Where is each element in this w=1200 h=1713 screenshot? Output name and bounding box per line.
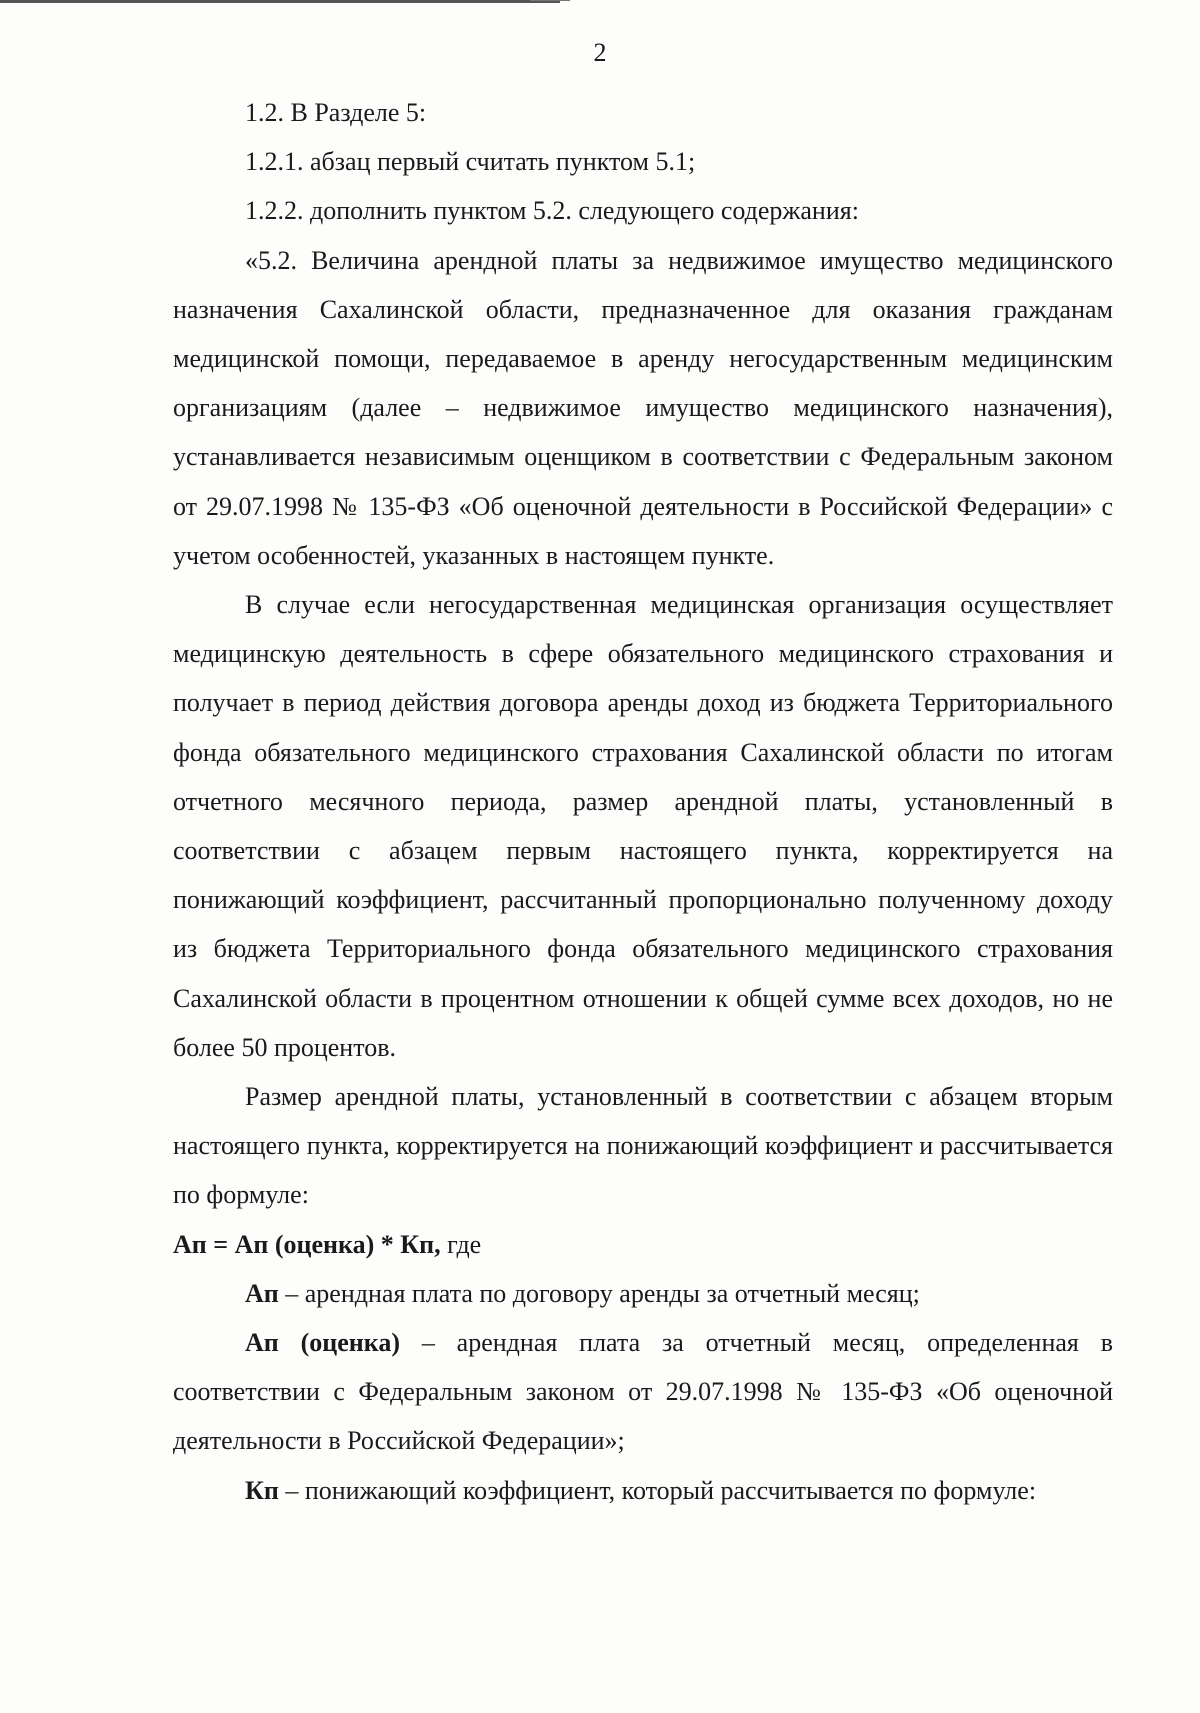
paragraph-formula-intro: Размер арендной платы, установленный в соответствии с абзацем вторым настоящего пункта, корректируется на понижающий коэффициент и рассчитывается по формуле: [173,1082,1113,1210]
definition-text: – понижающий коэффициент, который рассчитывается по формуле: [278,1475,1037,1505]
paragraph-1-2-1: 1.2.1. абзац первый считать пунктом 5.1; [245,147,696,177]
scan-edge-line [0,0,560,3]
formula-tail: где [440,1229,482,1259]
paragraph-case: В случае если негосударственная медицинская организация осуществляет медицинскую деятельность в сфере обязательного медицинского страхования и получает в период действия договора аренды доход из бюджета Территориального фонда обязательного медицинского страхования Сахалинской области по итогам отчетного месячного периода, размер арендной платы, установленный в соответствии с абзацем первым настоящего пункта, корректируется на понижающий коэффициент, рассчитанный пропорционально полученному доходу из бюджета Территориального фонда обязательного медицинского страхования Сахалинской области в процентном отношении к общей сумме всех доходов, но не более 50 процентов. [173,590,1113,1062]
scan-edge-line [530,0,570,1]
document-body [173,88,1113,1515]
definition-text: – арендная плата по договору аренды за отчетный месяц; [278,1278,920,1308]
definition-term: Ап (оценка) [245,1328,400,1358]
formula [173,1220,1113,1269]
page-number: 2 [593,38,607,67]
paragraph-5-2: «5.2. Величина арендной платы за недвижимое имущество медицинского назначения Сахалинской области, предназначенное для оказания гражданам медицинской помощи, передаваемое в аренду негосударственным медицинским организациям (далее – недвижимое имущество медицинского назначения), устанавливается независимым оценщиком в соответствии с Федеральным законом от 29.07.1998 № 135-ФЗ «Об оценочной деятельности в Российской Федерации» с учетом особенностей, указанных в настоящем пункте. [173,245,1113,570]
paragraph-1-2: 1.2. В Разделе 5: [245,98,427,127]
definition-term: Ап [245,1278,279,1308]
paragraph-1-2-2: 1.2.2. дополнить пунктом 5.2. следующего содержания: [245,196,859,226]
definition-kp [173,1466,1113,1515]
formula-main: Ап = Ап (оценка) * Кп, [173,1229,441,1259]
definition-text: – арендная плата за отчетный месяц, определенная в соответствии с Федеральным законом от 29.07.1998 № 135-ФЗ «Об оценочной деятельности в Российской Федерации»; [173,1328,1113,1456]
definition-term: Кп [245,1475,279,1505]
definition-ap-estimate [173,1318,1113,1466]
definition-ap [173,1269,1113,1318]
